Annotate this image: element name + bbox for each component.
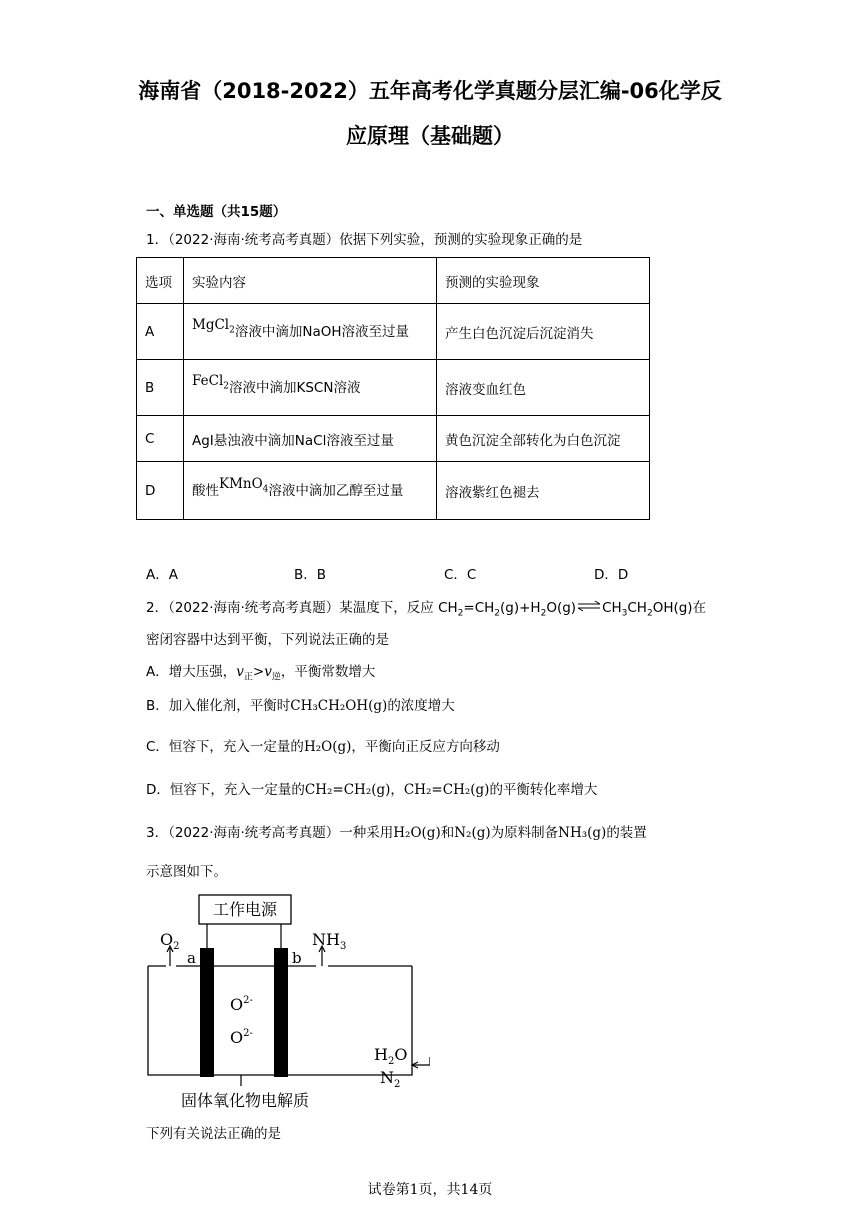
row-prefix: 酸性 bbox=[192, 483, 219, 500]
formula: N₂(g) bbox=[454, 825, 491, 841]
row-formula bbox=[192, 317, 235, 336]
text: ， bbox=[390, 782, 404, 798]
section-heading: 一、单选题（共15题） bbox=[146, 204, 287, 220]
q1-choice-c: C．C bbox=[444, 567, 477, 583]
table-row bbox=[137, 304, 650, 360]
q3-after: 下列有关说法正确的是 bbox=[146, 1126, 281, 1142]
electrolysis-diagram bbox=[140, 890, 430, 1115]
q1-table bbox=[136, 257, 650, 520]
q2-option-a bbox=[146, 662, 375, 688]
electrode-a bbox=[200, 948, 214, 1077]
n2-label: $N_2$ bbox=[380, 1068, 401, 1090]
q2-stem: 2．（2022·海南·统考高考真题）某温度下，反应 $CH_2=CH_2(g)+H_2O(g)$ $CH_3CH_2OH(g)$在 bbox=[146, 600, 707, 619]
power-supply-label: 工作电源 bbox=[212, 900, 278, 919]
electrode-a-label: a bbox=[187, 949, 196, 967]
formula-sub: 4 bbox=[262, 484, 269, 495]
text: 和 bbox=[440, 825, 455, 841]
text: 为原料制备 bbox=[490, 825, 559, 841]
q1-table-header bbox=[137, 258, 650, 304]
doc-title-line1: 海南省（2018-2022）五年高考化学真题分层汇编-06化学反 bbox=[138, 79, 722, 103]
row-content: AgI悬浊液中滴加NaCl溶液至过量 bbox=[184, 416, 437, 462]
q1-header-result: 预测的实验现象 bbox=[437, 258, 650, 304]
row-result: 溶液紫红色褪去 bbox=[437, 462, 650, 520]
formula-sub: 2 bbox=[229, 325, 235, 336]
q1-header-content: 实验内容 bbox=[184, 258, 437, 304]
row-formula bbox=[219, 476, 269, 495]
q1-choice-d: D．D bbox=[594, 567, 629, 583]
h2o-label: $H_2O$ bbox=[374, 1045, 408, 1067]
text: 的装置 bbox=[606, 825, 647, 841]
text: D．恒容下，充入一定量的 bbox=[146, 782, 305, 798]
formula-text: MgCl bbox=[192, 317, 230, 334]
formula: H₂O(g) bbox=[303, 739, 352, 755]
formula-text: KMnO bbox=[219, 476, 263, 493]
q1-header-option: 选项 bbox=[137, 258, 184, 304]
text: v bbox=[264, 664, 272, 680]
electrode-b bbox=[274, 948, 288, 1077]
equilibrium-arrow-icon bbox=[576, 598, 602, 618]
page-footer: 试卷第1页，共14页 bbox=[367, 1182, 493, 1198]
row-content bbox=[184, 304, 437, 360]
text: 的浓度增大 bbox=[387, 698, 455, 714]
q3-stem bbox=[146, 823, 647, 843]
row-content bbox=[184, 360, 437, 416]
text: 2．（2022·海南·统考高考真题）某温度下，反应 CH bbox=[146, 600, 458, 616]
q2-option-d bbox=[146, 780, 597, 800]
text: 正 bbox=[243, 672, 253, 683]
text: ，平衡常数增大 bbox=[280, 664, 376, 680]
row-result: 产生白色沉淀后沉淀消失 bbox=[437, 304, 650, 360]
electrode-b-label: b bbox=[292, 949, 302, 967]
row-content-text: 溶液中滴加KSCN溶液 bbox=[229, 380, 361, 397]
q1-stem: 1．（2022·海南·统考高考真题）依据下列实验，预测的实验现象正确的是 bbox=[146, 232, 583, 248]
formula-sub: 2 bbox=[223, 381, 229, 392]
nh3-label: $NH_3$ bbox=[312, 930, 347, 952]
q1-choice-b: B．B bbox=[294, 567, 327, 583]
q2-option-c bbox=[146, 737, 500, 757]
table-row bbox=[137, 416, 650, 462]
q1-choice-a: A．A bbox=[146, 567, 178, 583]
text: CH bbox=[627, 600, 647, 616]
row-formula bbox=[192, 373, 229, 392]
text: =CH bbox=[463, 600, 495, 616]
electrolyte-label: 固体氧化物电解质 bbox=[180, 1091, 310, 1110]
o2-label: $O_2$ bbox=[160, 930, 180, 952]
q3-stem2: 示意图如下。 bbox=[146, 864, 227, 880]
text: 逆 bbox=[271, 672, 281, 683]
q2-option-b bbox=[146, 696, 455, 716]
formula: CH₂=CH₂(g) bbox=[403, 782, 490, 798]
row-result: 溶液变血红色 bbox=[437, 360, 650, 416]
text: > bbox=[252, 664, 265, 680]
text: B．加入催化剂，平衡时 bbox=[146, 698, 291, 714]
row-option: C bbox=[137, 416, 184, 462]
text: v bbox=[236, 664, 244, 680]
q2-stem2: 密闭容器中达到平衡，下列说法正确的是 bbox=[146, 632, 389, 648]
row-option: A bbox=[137, 304, 184, 360]
row-option: D bbox=[137, 462, 184, 520]
text: 的平衡转化率增大 bbox=[489, 782, 598, 798]
text: OH(g)在 bbox=[652, 600, 707, 616]
row-result: 黄色沉淀全部转化为白色沉淀 bbox=[437, 416, 650, 462]
formula: H₂O(g) bbox=[393, 825, 441, 841]
ion-label-1: $O^{2-}$ bbox=[230, 995, 253, 1014]
text: CH bbox=[602, 600, 622, 616]
text: C．恒容下，充入一定量的 bbox=[146, 739, 304, 755]
text: A．增大压强， bbox=[146, 664, 237, 680]
row-content bbox=[184, 462, 437, 520]
text: O(g) bbox=[546, 600, 577, 616]
ion-label-2: $O^{2-}$ bbox=[230, 1028, 253, 1047]
formula: NH₃(g) bbox=[558, 825, 607, 841]
formula: CH₂=CH₂(g) bbox=[304, 782, 391, 798]
formula-text: FeCl bbox=[192, 373, 224, 390]
text: (g)+H bbox=[500, 600, 541, 616]
text: 3．（2022·海南·统考高考真题）一种采用 bbox=[146, 825, 394, 841]
row-option: B bbox=[137, 360, 184, 416]
row-content-text: 溶液中滴加乙醇至过量 bbox=[268, 483, 404, 500]
table-row bbox=[137, 360, 650, 416]
doc-title-line2: 应原理（基础题） bbox=[346, 124, 514, 148]
row-content-text: 溶液中滴加NaOH溶液至过量 bbox=[234, 324, 410, 341]
text: ，平衡向正反应方向移动 bbox=[351, 739, 500, 755]
table-row bbox=[137, 462, 650, 520]
formula: CH₃CH₂OH(g) bbox=[290, 698, 388, 714]
